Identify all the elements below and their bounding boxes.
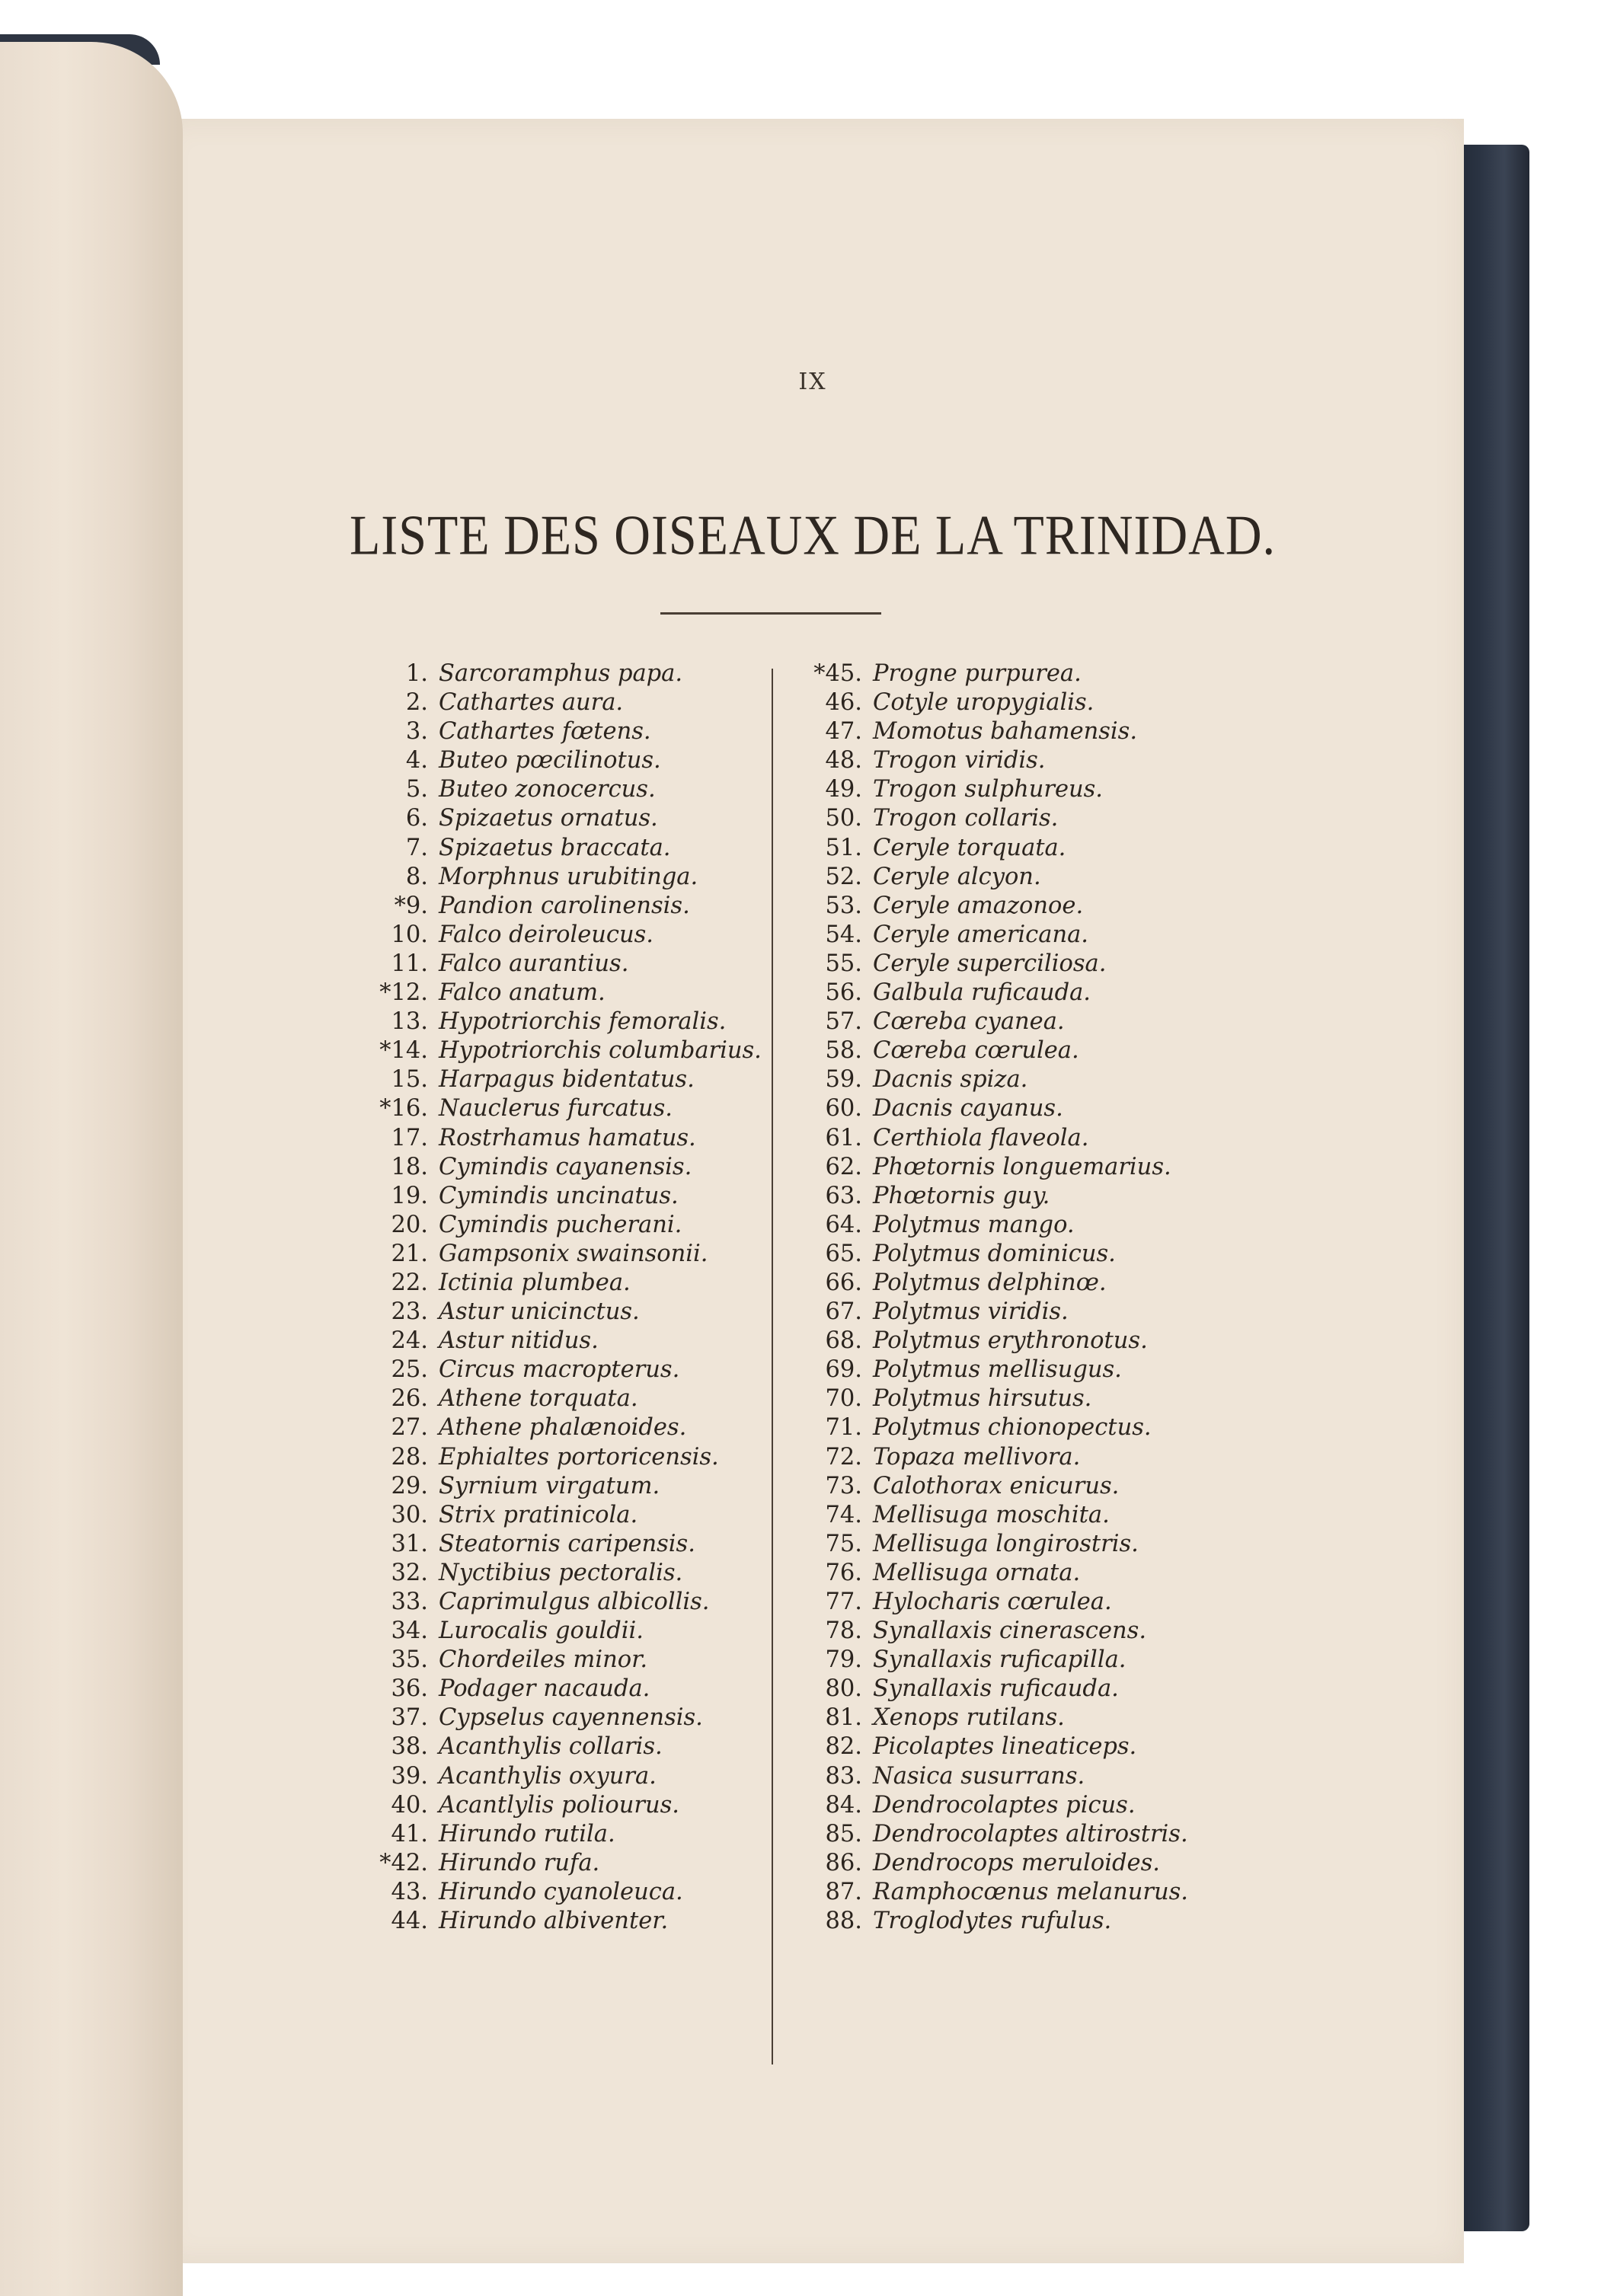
item-number: 39.: [391, 1762, 428, 1790]
previous-page-curl: [0, 42, 183, 2296]
item-number: 10.: [391, 921, 428, 948]
list-item: [786, 1732, 1188, 1761]
list-item: [352, 1878, 762, 1907]
species-name: Ceryle alcyon.: [873, 863, 1041, 890]
list-item: [352, 979, 762, 1007]
book-page: [161, 119, 1464, 2263]
item-number: 47.: [825, 718, 862, 746]
species-name: Polytmus hirsutus.: [873, 1385, 1092, 1413]
species-name: Trogon viridis.: [873, 747, 1046, 774]
item-number: 85.: [825, 1820, 862, 1847]
item-number: 13.: [391, 1008, 428, 1036]
item-number: *9.: [394, 892, 428, 919]
species-name: Ceryle americana.: [873, 921, 1088, 948]
item-number: 27.: [391, 1414, 428, 1442]
item-number: 17.: [391, 1124, 428, 1151]
item-number: 71.: [825, 1414, 862, 1442]
species-name: Morphnus urubitinga.: [439, 863, 698, 890]
species-name: Cymindis pucherani.: [439, 1211, 682, 1238]
list-item: [352, 1646, 762, 1675]
list-item: [352, 1791, 762, 1820]
item-number: *12.: [379, 979, 428, 1007]
item-number: 49.: [825, 776, 862, 803]
list-item: [786, 1124, 1188, 1153]
species-name: Ceryle superciliosa.: [873, 950, 1107, 977]
species-name: Spizaetus braccata.: [439, 834, 671, 861]
item-number: 87.: [825, 1878, 862, 1905]
item-number: 25.: [391, 1356, 428, 1384]
species-name: Nasica susurrans.: [873, 1762, 1085, 1790]
list-item: [352, 1036, 762, 1065]
species-name: Cœreba cœrulea.: [873, 1037, 1079, 1065]
species-name: Hirundo cyanoleuca.: [439, 1878, 683, 1905]
item-number: 8.: [405, 863, 428, 890]
item-number: 15.: [391, 1066, 428, 1094]
species-name: Ictinia plumbea.: [439, 1269, 631, 1296]
species-name: Dendrocolaptes picus.: [873, 1791, 1136, 1819]
species-name: Ceryle torquata.: [873, 834, 1066, 861]
list-item: [352, 1124, 762, 1153]
species-name: Hylocharis cœrulea.: [873, 1589, 1112, 1615]
species-name: Hirundo albiventer.: [439, 1908, 669, 1935]
list-item: [786, 1153, 1188, 1182]
list-item: [786, 688, 1188, 717]
list-item: [786, 1356, 1188, 1384]
item-number: 33.: [391, 1589, 428, 1615]
item-number: 60.: [825, 1095, 862, 1122]
list-item: [786, 1878, 1188, 1907]
list-item: [352, 1269, 762, 1298]
species-name: Polytmus delphinœ.: [873, 1269, 1107, 1296]
species-name: Polytmus mango.: [873, 1211, 1075, 1238]
list-item: [786, 659, 1188, 688]
list-item: [352, 1762, 762, 1791]
list-item: [786, 1559, 1188, 1588]
species-name: Synallaxis cinerascens.: [873, 1617, 1147, 1645]
item-number: 63.: [825, 1182, 862, 1209]
item-number: 79.: [825, 1646, 862, 1674]
list-item: [786, 921, 1188, 950]
species-name: Synallaxis ruficapilla.: [873, 1646, 1126, 1674]
list-item: [786, 1849, 1188, 1878]
list-item: [786, 1036, 1188, 1065]
item-number: 18.: [391, 1153, 428, 1180]
list-item: [786, 1501, 1188, 1530]
list-item: [352, 804, 762, 833]
list-item: [786, 1413, 1188, 1442]
species-list-left: [352, 659, 762, 1936]
list-item: [352, 1443, 762, 1472]
item-number: *42.: [379, 1849, 428, 1876]
item-number: 26.: [391, 1385, 428, 1413]
item-number: 76.: [825, 1559, 862, 1586]
item-number: 61.: [825, 1124, 862, 1151]
species-name: Ramphocœnus melanurus.: [873, 1878, 1188, 1905]
item-number: 35.: [391, 1646, 428, 1674]
list-item: [352, 1384, 762, 1413]
item-number: 30.: [391, 1501, 428, 1528]
item-number: 56.: [825, 979, 862, 1007]
item-number: 51.: [825, 834, 862, 861]
item-number: 84.: [825, 1791, 862, 1819]
species-name: Acantlylis poliourus.: [439, 1791, 680, 1819]
species-name: Certhiola flaveola.: [873, 1124, 1089, 1151]
list-item: [352, 1153, 762, 1182]
title-rule: [660, 612, 881, 615]
list-item: [352, 1356, 762, 1384]
list-item: [786, 1704, 1188, 1732]
list-item: [786, 1646, 1188, 1675]
item-number: 58.: [825, 1037, 862, 1065]
list-item: [786, 1472, 1188, 1501]
list-item: [352, 834, 762, 863]
list-item: [786, 950, 1188, 979]
species-name: Dacnis cayanus.: [873, 1095, 1063, 1122]
species-name: Cymindis uncinatus.: [439, 1182, 679, 1209]
item-number: *16.: [379, 1095, 428, 1122]
species-name: Lurocalis gouldii.: [439, 1617, 644, 1645]
list-item: [786, 1588, 1188, 1617]
list-item: [352, 1413, 762, 1442]
list-item: [352, 1530, 762, 1559]
species-name: Calothorax enicurus.: [873, 1472, 1120, 1499]
list-item: [786, 1211, 1188, 1240]
item-number: 73.: [825, 1472, 862, 1499]
item-number: 68.: [825, 1327, 862, 1355]
list-item: [352, 1298, 762, 1327]
species-name: Hirundo rufa.: [439, 1849, 600, 1876]
species-name: Astur nitidus.: [439, 1327, 599, 1355]
species-name: Trogon sulphureus.: [873, 776, 1103, 803]
item-number: 65.: [825, 1240, 862, 1267]
page-title: LISTE DES OISEAUX DE LA TRINIDAD.: [349, 504, 1277, 567]
item-number: 41.: [391, 1820, 428, 1847]
species-name: Ceryle amazonoe.: [873, 892, 1084, 919]
species-name: Circus macropterus.: [439, 1356, 680, 1384]
list-item: [352, 863, 762, 892]
item-number: 43.: [391, 1878, 428, 1905]
list-item: [352, 746, 762, 775]
list-item: [352, 717, 762, 746]
item-number: 34.: [391, 1617, 428, 1645]
list-item: [352, 775, 762, 804]
species-name: Falco anatum.: [439, 979, 606, 1007]
item-number: 7.: [405, 834, 428, 861]
list-item: [786, 804, 1188, 833]
item-number: 62.: [825, 1153, 862, 1180]
item-number: 48.: [825, 747, 862, 774]
list-item: [786, 834, 1188, 863]
species-name: Trogon collaris.: [873, 805, 1059, 832]
item-number: 4.: [405, 747, 428, 774]
species-name: Polytmus dominicus.: [873, 1240, 1116, 1267]
list-item: [352, 1704, 762, 1732]
item-number: 69.: [825, 1356, 862, 1384]
list-item: [786, 1443, 1188, 1472]
item-number: 80.: [825, 1675, 862, 1703]
item-number: 40.: [391, 1791, 428, 1819]
species-name: Polytmus erythronotus.: [873, 1327, 1148, 1355]
item-number: 20.: [391, 1211, 428, 1238]
species-name: Falco aurantius.: [439, 950, 629, 977]
species-name: Momotus bahamensis.: [873, 718, 1138, 746]
list-item: [352, 1675, 762, 1704]
species-name: Nyctibius pectoralis.: [439, 1559, 683, 1586]
item-number: 38.: [391, 1733, 428, 1761]
species-name: Buteo zonocercus.: [439, 776, 656, 803]
item-number: 75.: [825, 1530, 862, 1557]
species-name: Dendrocops meruloides.: [873, 1849, 1160, 1876]
list-item: [786, 863, 1188, 892]
species-name: Gampsonix swainsonii.: [439, 1240, 708, 1267]
list-item: [786, 775, 1188, 804]
species-name: Nauclerus furcatus.: [439, 1095, 673, 1122]
list-item: [786, 1327, 1188, 1356]
item-number: 28.: [391, 1443, 428, 1471]
list-item: [352, 1732, 762, 1761]
item-number: 78.: [825, 1617, 862, 1645]
species-list-right: [786, 659, 1188, 1936]
item-number: 52.: [825, 863, 862, 890]
item-number: 36.: [391, 1675, 428, 1703]
species-name: Xenops rutilans.: [873, 1704, 1065, 1732]
species-name: Athene torquata.: [439, 1385, 638, 1413]
list-item: [352, 1240, 762, 1269]
species-name: Synallaxis ruficauda.: [873, 1675, 1119, 1703]
item-number: 1.: [405, 660, 428, 687]
item-number: 55.: [825, 950, 862, 977]
species-name: Cœreba cyanea.: [873, 1008, 1065, 1036]
list-item: [786, 1240, 1188, 1269]
item-number: 31.: [391, 1530, 428, 1557]
list-item: [352, 1472, 762, 1501]
item-number: 19.: [391, 1182, 428, 1209]
item-number: 72.: [825, 1443, 862, 1471]
item-number: 32.: [391, 1559, 428, 1586]
list-item: [786, 1907, 1188, 1936]
species-name: Pandion carolinensis.: [439, 892, 690, 919]
list-item: [352, 921, 762, 950]
list-item: [786, 979, 1188, 1007]
item-number: 53.: [825, 892, 862, 919]
species-name: Ephialtes portoricensis.: [439, 1443, 719, 1471]
list-item: [352, 1588, 762, 1617]
list-item: [352, 1094, 762, 1123]
list-item: [352, 1559, 762, 1588]
species-name: Acanthylis collaris.: [439, 1733, 663, 1761]
list-item: [352, 1501, 762, 1530]
item-number: 70.: [825, 1385, 862, 1413]
item-number: 64.: [825, 1211, 862, 1238]
item-number: 22.: [391, 1269, 428, 1296]
list-item: [786, 1762, 1188, 1791]
list-item: [786, 1007, 1188, 1036]
species-name: Sarcoramphus papa.: [439, 660, 683, 687]
species-name: Phœtornis longuemarius.: [873, 1153, 1171, 1180]
species-name: Mellisuga moschita.: [873, 1501, 1110, 1528]
list-item: [786, 717, 1188, 746]
list-item: [786, 1298, 1188, 1327]
list-item: [786, 1675, 1188, 1704]
species-name: Hypotriorchis femoralis.: [439, 1008, 727, 1036]
item-number: 88.: [825, 1908, 862, 1935]
item-number: 21.: [391, 1240, 428, 1267]
list-item: [786, 1065, 1188, 1094]
list-item: [352, 1327, 762, 1356]
item-number: 29.: [391, 1472, 428, 1499]
item-number: 66.: [825, 1269, 862, 1296]
item-number: 77.: [825, 1589, 862, 1615]
species-name: Strix pratinicola.: [439, 1501, 638, 1528]
list-item: [786, 1617, 1188, 1646]
species-name: Dendrocolaptes altirostris.: [873, 1820, 1188, 1847]
list-item: [352, 1907, 762, 1936]
species-name: Cotyle uropygialis.: [873, 689, 1095, 717]
item-number: 54.: [825, 921, 862, 948]
list-item: [786, 1269, 1188, 1298]
species-name: Progne purpurea.: [873, 660, 1082, 687]
column-divider: [772, 669, 773, 2064]
species-name: Polytmus viridis.: [873, 1298, 1069, 1326]
list-item: [786, 892, 1188, 921]
item-number: 67.: [825, 1298, 862, 1326]
species-name: Mellisuga longirostris.: [873, 1530, 1139, 1557]
list-item: [352, 1617, 762, 1646]
item-number: 23.: [391, 1298, 428, 1326]
list-item: [352, 1065, 762, 1094]
species-name: Harpagus bidentatus.: [439, 1066, 695, 1094]
species-name: Cymindis cayanensis.: [439, 1153, 692, 1180]
species-name: Polytmus chionopectus.: [873, 1414, 1152, 1442]
list-item: [786, 1384, 1188, 1413]
list-item: [352, 1849, 762, 1878]
species-name: Hirundo rutila.: [439, 1820, 615, 1847]
species-name: Rostrhamus hamatus.: [439, 1124, 696, 1151]
species-name: Dacnis spiza.: [873, 1066, 1028, 1094]
list-item: [352, 1182, 762, 1211]
list-item: [786, 1094, 1188, 1123]
species-name: Acanthylis oxyura.: [439, 1762, 657, 1790]
page-number: IX: [798, 369, 827, 395]
list-item: [352, 892, 762, 921]
list-item: [352, 950, 762, 979]
species-name: Topaza mellivora.: [873, 1443, 1081, 1471]
species-name: Mellisuga ornata.: [873, 1559, 1081, 1586]
list-item: [352, 1211, 762, 1240]
item-number: 59.: [825, 1066, 862, 1094]
species-name: Polytmus mellisugus.: [873, 1356, 1122, 1384]
species-name: Hypotriorchis columbarius.: [439, 1037, 762, 1065]
list-item: [352, 688, 762, 717]
species-name: Troglodytes rufulus.: [873, 1908, 1112, 1935]
species-name: Cathartes fœtens.: [439, 718, 651, 746]
item-number: 83.: [825, 1762, 862, 1790]
list-item: [352, 1007, 762, 1036]
species-name: Buteo pœcilinotus.: [439, 747, 661, 774]
item-number: 2.: [405, 689, 428, 717]
item-number: 57.: [825, 1008, 862, 1036]
list-item: [786, 1791, 1188, 1820]
list-item: [786, 746, 1188, 775]
item-number: 5.: [405, 776, 428, 803]
species-name: Steatornis caripensis.: [439, 1530, 695, 1557]
species-name: Galbula ruficauda.: [873, 979, 1091, 1007]
list-item: [352, 659, 762, 688]
list-item: [786, 1820, 1188, 1849]
species-name: Falco deiroleucus.: [439, 921, 654, 948]
species-name: Phœtornis guy.: [873, 1182, 1050, 1209]
species-name: Picolaptes lineaticeps.: [873, 1733, 1137, 1761]
item-number: 46.: [825, 689, 862, 717]
item-number: 81.: [825, 1704, 862, 1732]
species-name: Spizaetus ornatus.: [439, 805, 658, 832]
list-item: [786, 1530, 1188, 1559]
item-number: *14.: [379, 1037, 428, 1065]
list-item: [786, 1182, 1188, 1211]
list-item: [352, 1820, 762, 1849]
item-number: 86.: [825, 1849, 862, 1876]
item-number: 24.: [391, 1327, 428, 1355]
species-name: Cypselus cayennensis.: [439, 1704, 703, 1732]
species-name: Podager nacauda.: [439, 1675, 650, 1703]
item-number: 37.: [391, 1704, 428, 1732]
item-number: 50.: [825, 805, 862, 832]
item-number: *45.: [813, 660, 862, 687]
species-name: Caprimulgus albicollis.: [439, 1589, 710, 1615]
species-name: Athene phalænoides.: [439, 1414, 687, 1442]
species-name: Syrnium virgatum.: [439, 1472, 660, 1499]
species-name: Astur unicinctus.: [439, 1298, 640, 1326]
item-number: 74.: [825, 1501, 862, 1528]
item-number: 11.: [391, 950, 428, 977]
item-number: 3.: [405, 718, 428, 746]
item-number: 6.: [405, 805, 428, 832]
species-name: Chordeiles minor.: [439, 1646, 648, 1674]
species-name: Cathartes aura.: [439, 689, 624, 717]
item-number: 44.: [391, 1908, 428, 1935]
item-number: 82.: [825, 1733, 862, 1761]
